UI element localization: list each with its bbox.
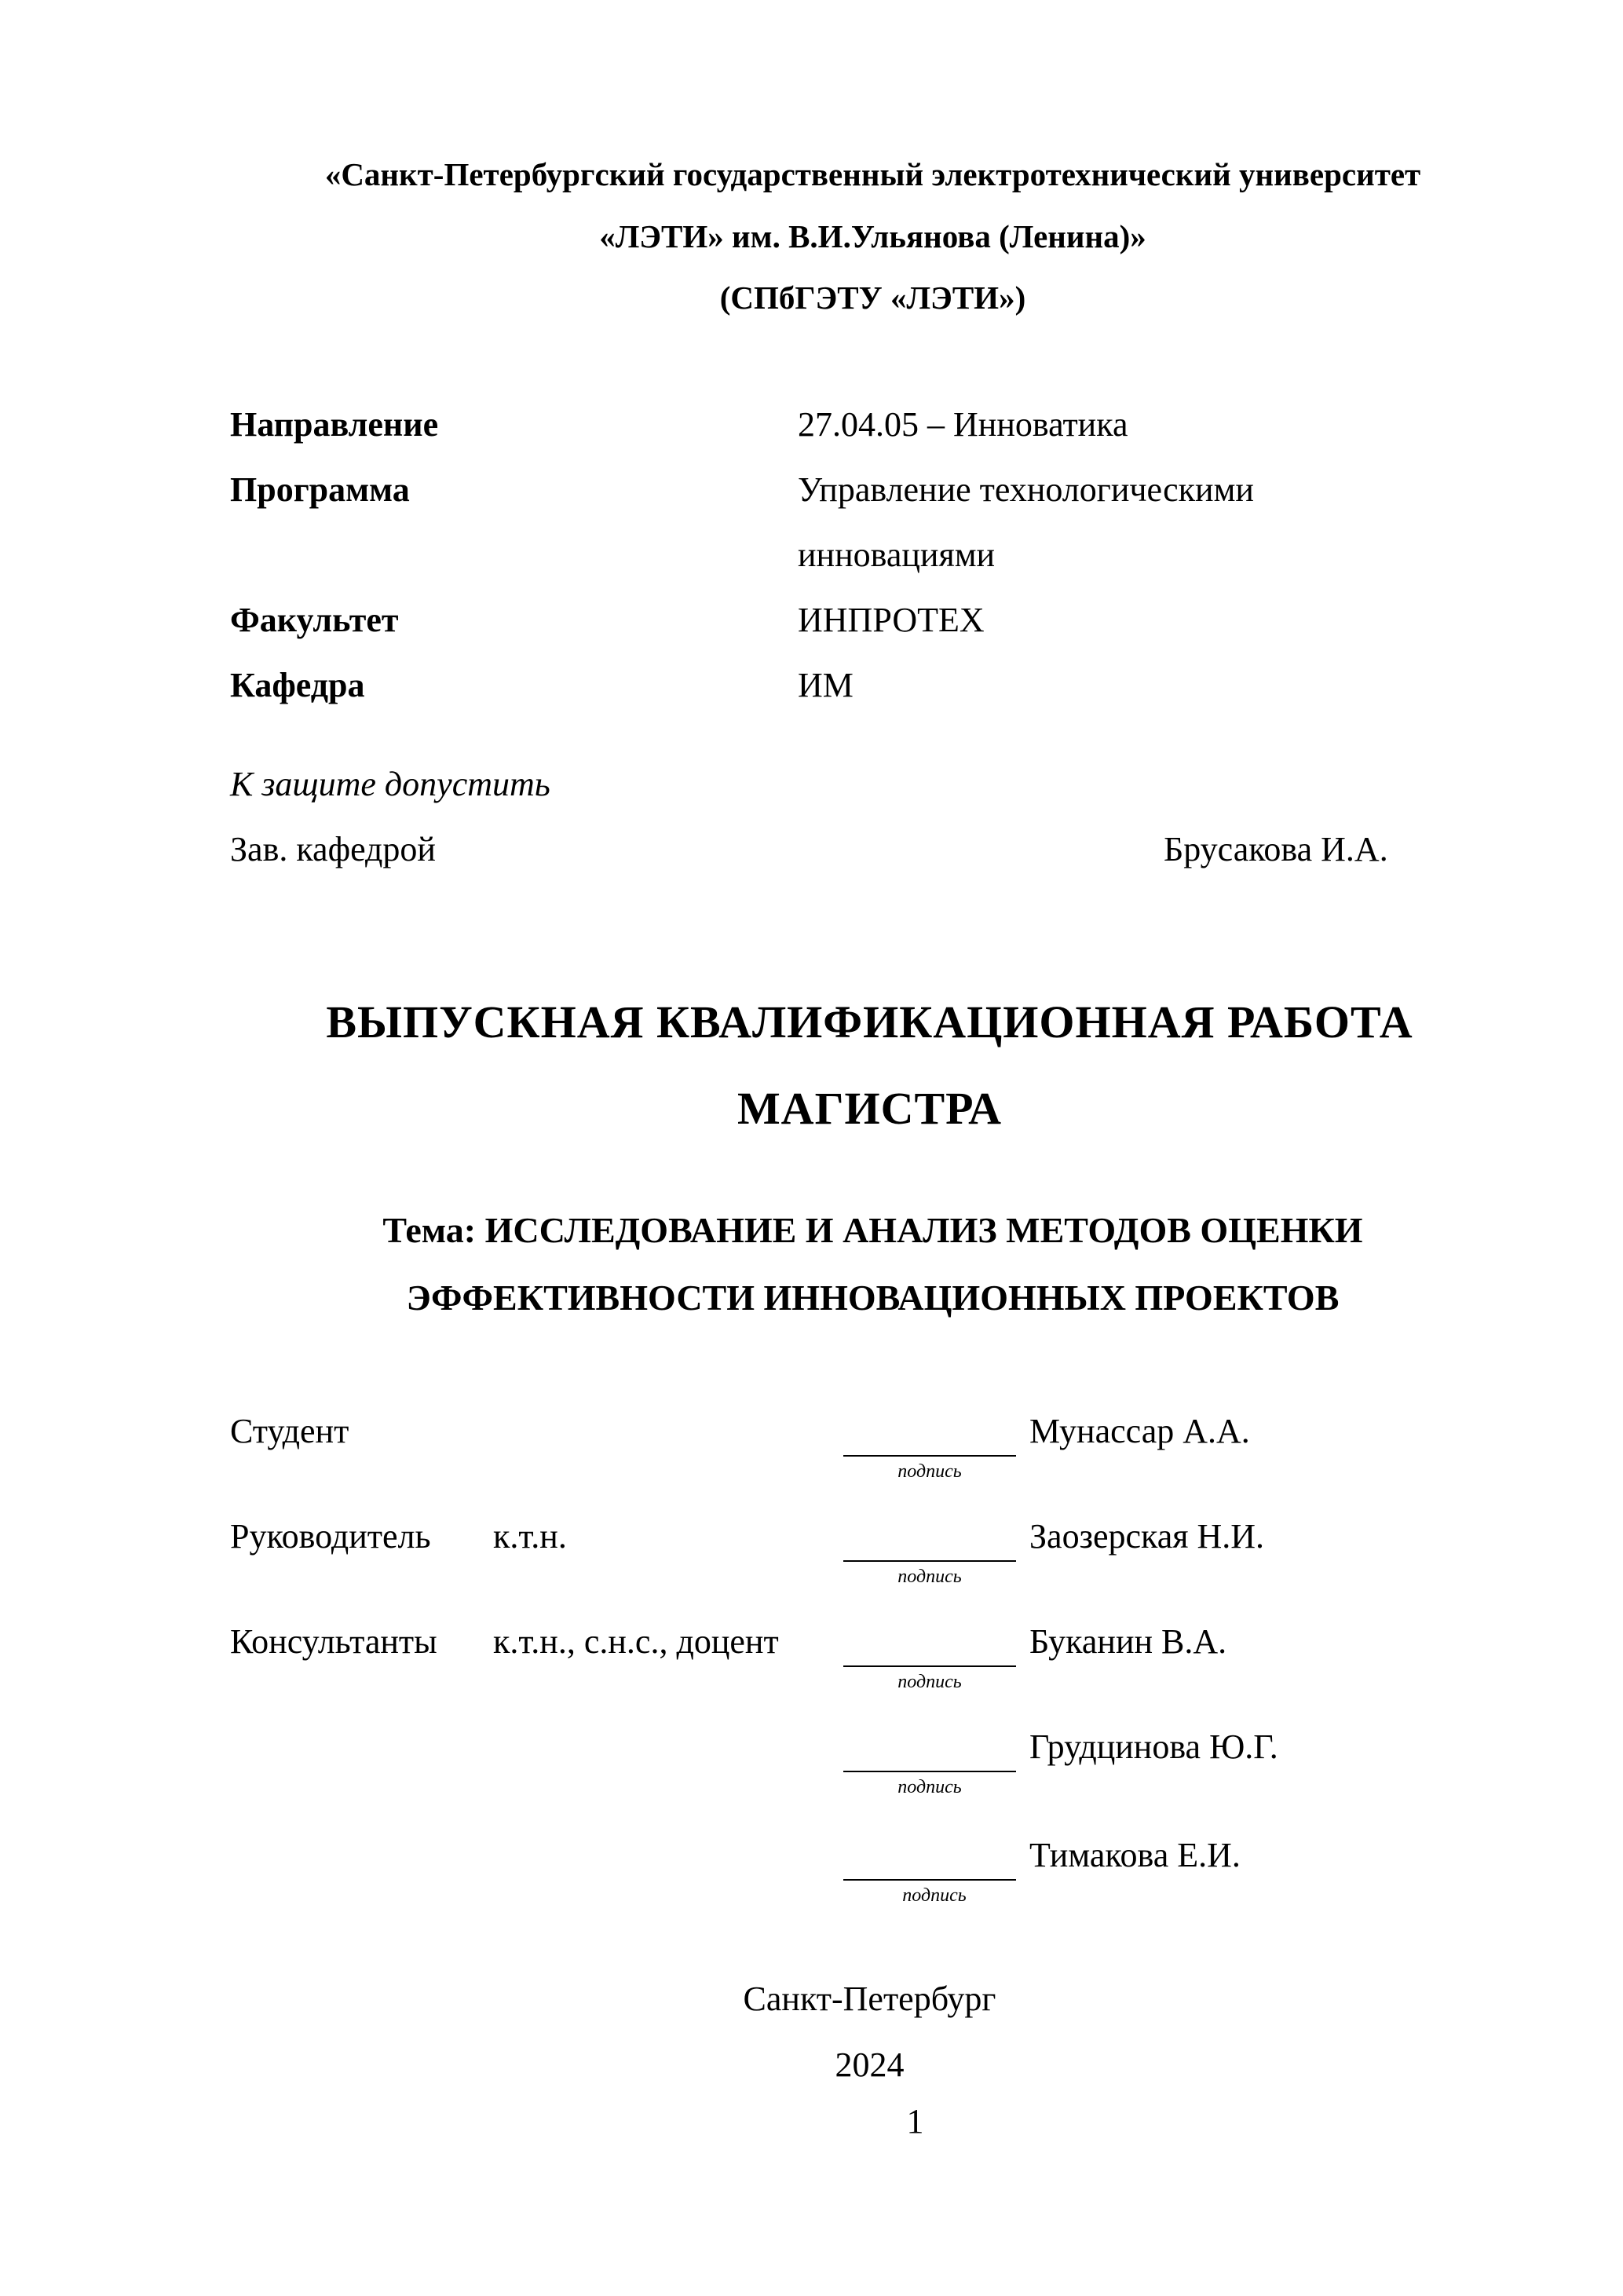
signature-caption: подпись [897, 1777, 962, 1797]
sig-role-student: Студент [230, 1412, 349, 1450]
sig-degree-consultant: к.т.н., с.н.с., доцент [493, 1622, 779, 1661]
approval-label: К защите допустить [230, 765, 550, 803]
field-value-faculty: ИНПРОТЕХ [798, 601, 985, 639]
signature-line [843, 1455, 1016, 1457]
field-value-program-cont: инновациями [798, 536, 996, 574]
topic-line-2: ЭФФЕКТИВНОСТИ ИННОВАЦИОННЫХ ПРОЕКТОВ [406, 1278, 1340, 1318]
department-head-name: Брусакова И.А. [1164, 830, 1388, 868]
sig-role-consultants: Консультанты [230, 1622, 437, 1661]
sig-name-student: Мунассар А.А. [1029, 1412, 1250, 1450]
field-value-program: Управление технологическими [798, 470, 1254, 509]
signature-caption: подпись [897, 1567, 962, 1587]
field-label-department: Кафедра [230, 666, 365, 704]
sig-name-consultant-1: Буканин В.А. [1029, 1622, 1227, 1661]
work-title-line-2: МАГИСТРА [737, 1083, 1003, 1134]
signature-caption: подпись [897, 1461, 962, 1482]
signature-line [843, 1560, 1016, 1562]
topic-line-1: Тема: ИССЛЕДОВАНИЕ И АНАЛИЗ МЕТОДОВ ОЦЕНКИ [382, 1210, 1363, 1250]
signature-caption: подпись [902, 1885, 967, 1906]
year: 2024 [835, 2046, 905, 2084]
signature-line [843, 1771, 1016, 1772]
signature-line [843, 1879, 1016, 1881]
university-abbreviation: (СПбГЭТУ «ЛЭТИ») [719, 280, 1026, 316]
university-name-line-2: «ЛЭТИ» им. В.И.Ульянова (Ленина)» [599, 218, 1146, 254]
sig-name-consultant-3: Тимакова Е.И. [1029, 1836, 1241, 1874]
field-label-program: Программа [230, 470, 410, 509]
department-head-title: Зав. кафедрой [230, 830, 436, 868]
university-name-line-1: «Санкт-Петербургский государственный электротехнический университет [324, 156, 1421, 192]
field-value-direction: 27.04.05 – Инноватика [798, 405, 1128, 444]
sig-name-consultant-2: Грудцинова Ю.Г. [1029, 1727, 1278, 1766]
signature-line [843, 1665, 1016, 1667]
sig-name-supervisor: Заозерская Н.И. [1029, 1517, 1265, 1556]
sig-role-supervisor: Руководитель [230, 1517, 431, 1556]
city: Санкт-Петербург [743, 1980, 996, 2018]
page-number: 1 [906, 2102, 924, 2141]
field-label-faculty: Факультет [230, 601, 399, 639]
field-value-department: ИМ [798, 666, 854, 704]
signature-caption: подпись [897, 1672, 962, 1692]
sig-degree-supervisor: к.т.н. [493, 1517, 567, 1556]
work-title-line-1: ВЫПУСКНАЯ КВАЛИФИКАЦИОННАЯ РАБОТА [326, 996, 1413, 1047]
field-label-direction: Направление [230, 405, 439, 444]
